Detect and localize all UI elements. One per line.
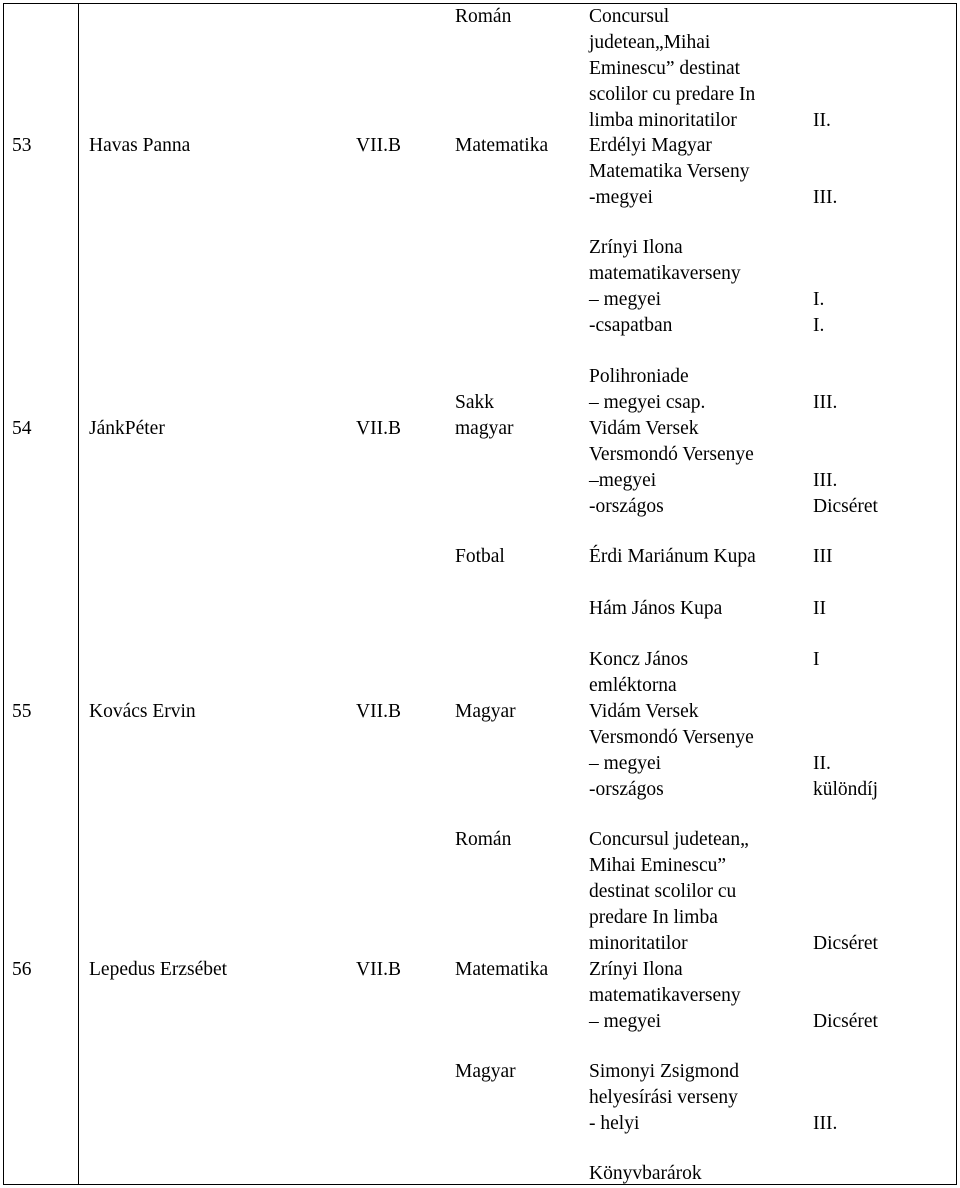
result-cell: III. bbox=[813, 1113, 838, 1134]
competition-line: -csapatban bbox=[589, 315, 673, 336]
result-cell: I bbox=[813, 649, 820, 670]
competition-line: Hám János Kupa bbox=[589, 598, 723, 619]
competition-line: – megyei bbox=[589, 753, 662, 774]
result-cell: Dicséret bbox=[813, 496, 878, 517]
student-name: Lepedus Erzsébet bbox=[89, 959, 228, 980]
competition-line: – megyei bbox=[589, 1011, 662, 1032]
row-number: 56 bbox=[12, 959, 32, 980]
competition-line: -országos bbox=[589, 496, 664, 517]
subject-cell: Román bbox=[455, 829, 512, 850]
competition-line: –megyei bbox=[589, 470, 657, 491]
subject-cell: Magyar bbox=[455, 1061, 516, 1082]
competition-line: -országos bbox=[589, 779, 664, 800]
class-cell: VII.B bbox=[356, 701, 401, 722]
competition-line: - helyi bbox=[589, 1113, 640, 1134]
result-cell: III. bbox=[813, 392, 838, 413]
subject-cell: Matematika bbox=[455, 135, 549, 156]
competition-line: – megyei csap. bbox=[589, 392, 706, 413]
competition-line: limba minoritatilor bbox=[589, 110, 737, 131]
competition-line: Könyvbarárok bbox=[589, 1163, 702, 1184]
class-cell: VII.B bbox=[356, 418, 401, 439]
competition-line: Koncz János bbox=[589, 649, 689, 670]
competition-line: judetean„Mihai bbox=[589, 32, 711, 53]
competition-line: Simonyi Zsigmond bbox=[589, 1061, 740, 1082]
competition-line: matematikaverseny bbox=[589, 263, 741, 284]
competition-line: Concursul bbox=[589, 6, 670, 27]
competition-line: Versmondó Versenye bbox=[589, 444, 754, 465]
competition-line: – megyei bbox=[589, 289, 662, 310]
competition-line: Versmondó Versenye bbox=[589, 727, 754, 748]
student-name: JánkPéter bbox=[89, 418, 165, 439]
result-cell: Dicséret bbox=[813, 1011, 878, 1032]
competition-line: destinat scolilor cu bbox=[589, 881, 737, 902]
competition-line: Zrínyi Ilona bbox=[589, 237, 683, 258]
result-cell: I. bbox=[813, 289, 825, 310]
result-cell: III bbox=[813, 546, 833, 567]
column-rule bbox=[78, 3, 79, 1185]
student-name: Kovács Ervin bbox=[89, 701, 196, 722]
result-cell: II bbox=[813, 598, 826, 619]
subject-cell: Matematika bbox=[455, 959, 549, 980]
competition-line: Vidám Versek bbox=[589, 701, 699, 722]
subject-cell: Sakk bbox=[455, 392, 494, 413]
table-frame bbox=[3, 3, 957, 1185]
result-cell: II. bbox=[813, 110, 831, 131]
subject-cell: Román bbox=[455, 6, 512, 27]
class-cell: VII.B bbox=[356, 135, 401, 156]
row-number: 53 bbox=[12, 135, 32, 156]
competition-line: Matematika Verseny bbox=[589, 161, 750, 182]
competition-line: emléktorna bbox=[589, 675, 677, 696]
result-cell: I. bbox=[813, 315, 825, 336]
class-cell: VII.B bbox=[356, 959, 401, 980]
competition-line: Polihroniade bbox=[589, 366, 689, 387]
result-cell: Dicséret bbox=[813, 933, 878, 954]
result-cell: II. bbox=[813, 753, 831, 774]
competition-line: scolilor cu predare In bbox=[589, 84, 756, 105]
competition-line: helyesírási verseny bbox=[589, 1087, 738, 1108]
subject-cell: Fotbal bbox=[455, 546, 505, 567]
competition-line: Zrínyi Ilona bbox=[589, 959, 683, 980]
competition-line: Érdi Mariánum Kupa bbox=[589, 546, 756, 567]
result-cell: III. bbox=[813, 470, 838, 491]
competition-line: -megyei bbox=[589, 187, 653, 208]
subject-cell: magyar bbox=[455, 418, 514, 439]
competition-line: Erdélyi Magyar bbox=[589, 135, 712, 156]
student-name: Havas Panna bbox=[89, 135, 191, 156]
row-number: 55 bbox=[12, 701, 32, 722]
subject-cell: Magyar bbox=[455, 701, 516, 722]
competition-line: Mihai Eminescu” bbox=[589, 855, 727, 876]
row-number: 54 bbox=[12, 418, 32, 439]
competition-line: matematikaverseny bbox=[589, 985, 741, 1006]
result-cell: különdíj bbox=[813, 779, 879, 800]
competition-line: Vidám Versek bbox=[589, 418, 699, 439]
competition-line: minoritatilor bbox=[589, 933, 688, 954]
column-rule bbox=[3, 3, 4, 1185]
competition-line: Concursul judetean„ bbox=[589, 829, 749, 850]
competition-line: Eminescu” destinat bbox=[589, 58, 741, 79]
result-cell: III. bbox=[813, 187, 838, 208]
competition-line: predare In limba bbox=[589, 907, 718, 928]
